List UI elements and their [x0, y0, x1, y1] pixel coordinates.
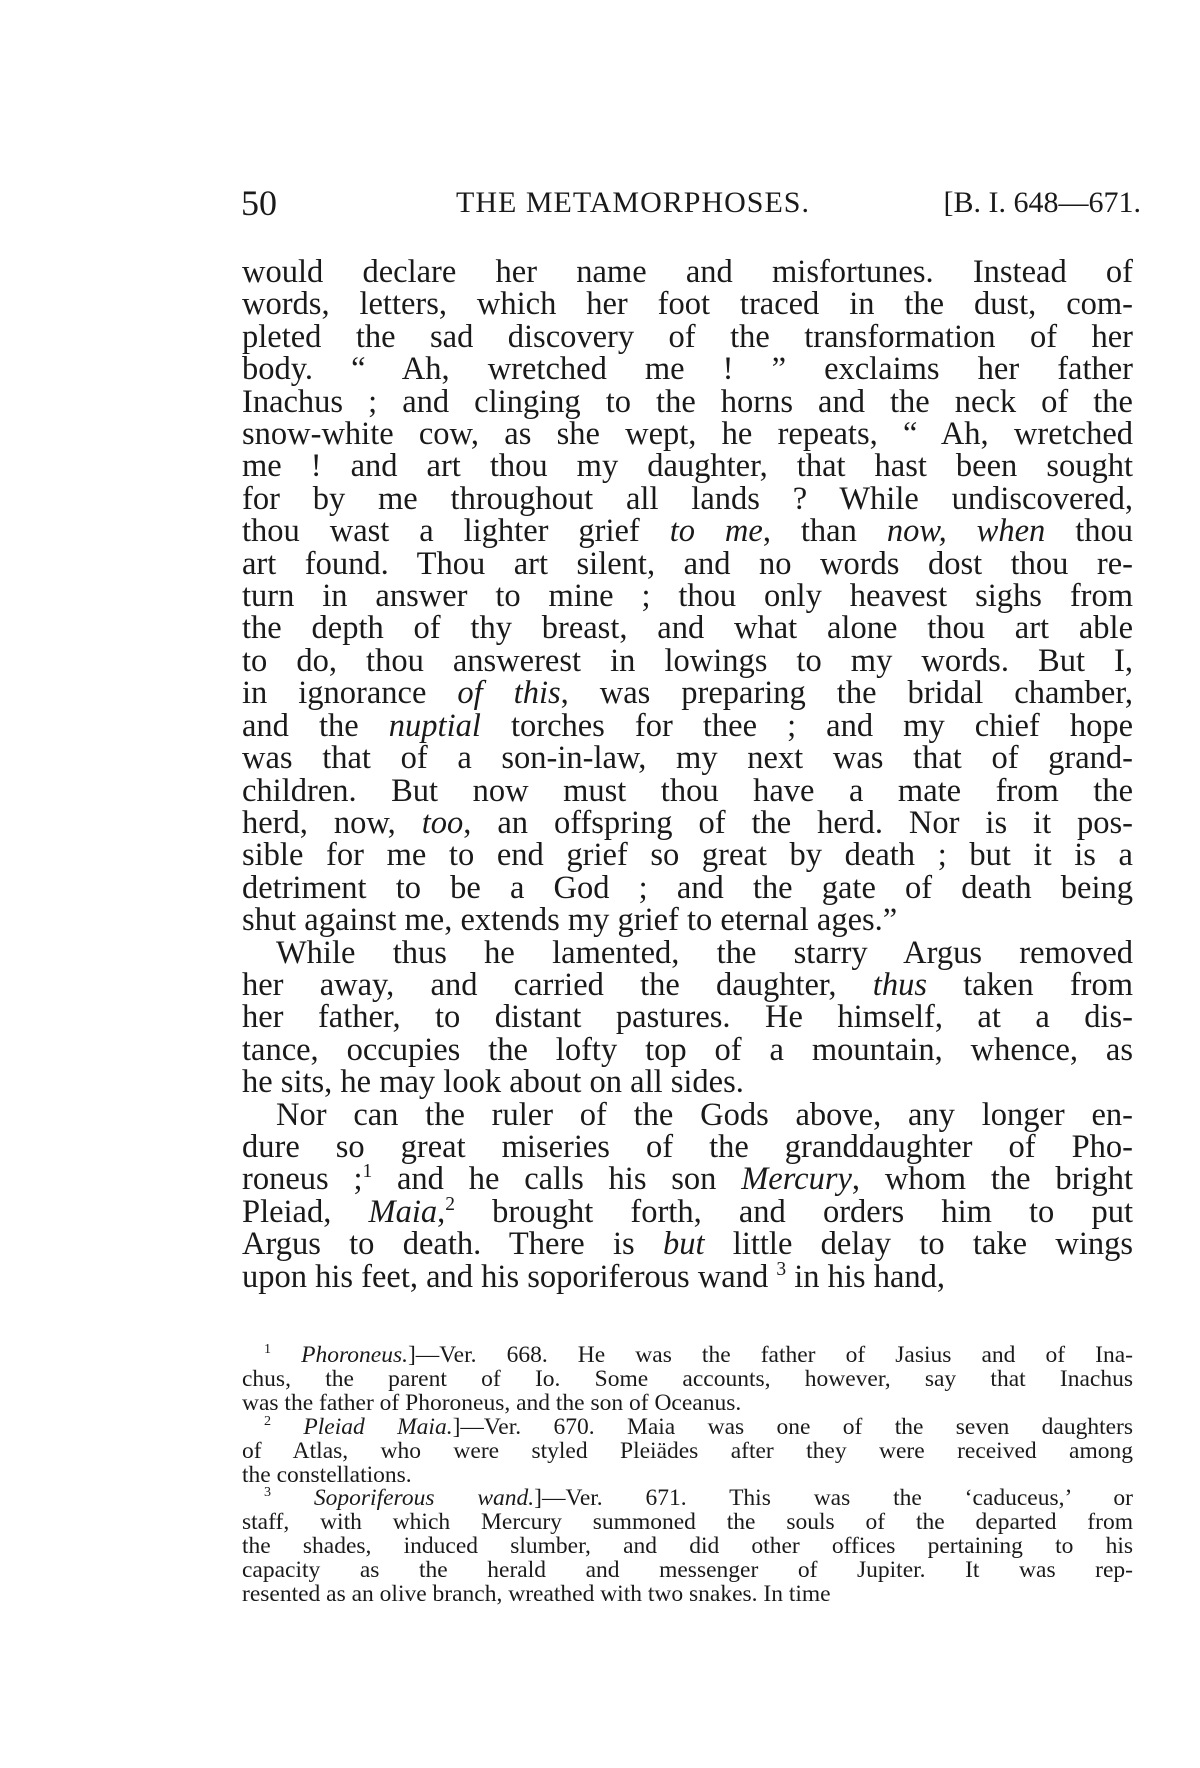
text-run: in ignorance [242, 675, 458, 712]
footnote-marker: 2 [445, 1193, 455, 1215]
text-run [271, 1414, 303, 1440]
footnote-line [242, 1341, 1133, 1368]
italic-text: thus [872, 966, 927, 1003]
body-line [242, 675, 1133, 712]
italic-text: Maia [368, 1193, 438, 1230]
footnote-marker: 1 [264, 1341, 272, 1358]
body-line [242, 934, 1133, 971]
body-line [242, 707, 1133, 744]
footnote-line [242, 1437, 1133, 1464]
body-line [242, 256, 1133, 288]
text-run: capacity as the herald and messenger of Jupiter. It was rep- [242, 1557, 1133, 1584]
body-line [242, 351, 1133, 388]
footnote-marker: 1 [362, 1161, 373, 1183]
body-line [242, 318, 1133, 355]
text-run: the depth of thy breast, and what alone thou art able [242, 610, 1133, 647]
body-line [242, 1128, 1133, 1165]
text-run: turn in answer to mine ; thou only heavest sighs from [242, 578, 1133, 615]
text-run: words, letters, which her foot traced in the dust, com- [242, 286, 1133, 323]
text-run: children. But now must thou have a mate from the [242, 772, 1133, 809]
body-line [242, 966, 1133, 1003]
italic-text: to me [669, 513, 763, 550]
text-run: of Atlas, who were styled Pleiädes after they were received among [242, 1437, 1133, 1464]
text-run: Nor can the ruler of the Gods above, any longer en- [276, 1096, 1133, 1133]
text-run: the shades, induced slumber, and did other offices pertaining to his [242, 1533, 1133, 1560]
body-line [242, 1096, 1133, 1133]
footnote-line [242, 1484, 1133, 1512]
text-run: her father, to distant pastures. He himself, at a dis- [242, 999, 1133, 1036]
text-run: dure so great miseries of the granddaughter of Pho- [242, 1128, 1133, 1165]
body-line [242, 610, 1133, 647]
text-run: resented as an olive branch, wreathed with two snakes. In time [242, 1581, 831, 1608]
italic-text: Pleiad Maia. [303, 1413, 453, 1440]
body-line [242, 513, 1133, 550]
running-header [241, 180, 1141, 226]
text-run: me ! and art thou my daughter, that hast been sought [242, 448, 1133, 485]
text-run: chus, the parent of Io. Some accounts, however, say that Inachus [242, 1365, 1133, 1392]
text-run: art found. Thou art silent, and no words dost thou re- [242, 545, 1133, 582]
text-run: snow-white cow, as she wept, he repeats, “ Ah, wretched [242, 416, 1133, 453]
text-run: and he calls his son [372, 1161, 742, 1198]
footnote-line [242, 1511, 1133, 1535]
text-run: herd, now, [242, 804, 422, 841]
text-run: , [437, 1193, 446, 1230]
body-line [242, 999, 1133, 1036]
text-run: Inachus ; and clinging to the horns and the neck of the [242, 383, 1133, 420]
text-run: brought forth, and orders him to put [455, 1193, 1133, 1230]
body-line [242, 869, 1133, 906]
text-run: shut against me, extends my grief to eternal ages.” [242, 902, 898, 939]
text-run: her away, and carried the daughter, [242, 966, 873, 1003]
section-reference: [B. I. 648—671. [943, 186, 1141, 219]
body-line [242, 1064, 1133, 1101]
footnote-marker: 3 [776, 1258, 787, 1280]
text-run: was that of a son-in-law, my next was that of grand- [242, 740, 1133, 777]
text-run: would declare her name and misfortunes. Instead of [242, 254, 1133, 290]
text-run: roneus ; [242, 1161, 363, 1198]
italic-text: Mercury [741, 1161, 852, 1198]
body-line [242, 902, 1133, 939]
running-title: THE METAMORPHOSES. [456, 186, 810, 219]
italic-text: too [421, 804, 464, 841]
text-run: thou [1045, 513, 1133, 550]
body-line [242, 1193, 1133, 1230]
text-run: ]—Ver. 668. He was the father of Jasius and of Ina- [407, 1342, 1133, 1368]
body-text [242, 256, 1133, 1293]
text-run: thou wast a lighter grief [242, 513, 670, 550]
text-run: Argus to death. There is [242, 1226, 663, 1263]
body-line [242, 448, 1133, 485]
text-run: to do, thou answerest in lowings to my words. But I, [242, 642, 1133, 679]
body-line [242, 642, 1133, 679]
footnote-line [242, 1583, 1133, 1607]
body-line [242, 1258, 1133, 1295]
body-line [242, 1226, 1133, 1263]
text-run: tance, occupies the lofty top of a mountain, whence, as [242, 1031, 1133, 1068]
text-run [271, 1342, 301, 1368]
body-line [242, 837, 1133, 874]
footnote-line [242, 1559, 1133, 1583]
text-run: sible for me to end grief so great by death ; but it is a [242, 837, 1133, 874]
footnote-line [242, 1535, 1133, 1559]
italic-text: Phoroneus. [301, 1342, 408, 1368]
text-run: for by me throughout all lands ? While undiscovered, [242, 480, 1133, 517]
text-run: body. “ Ah, wretched me ! ” exclaims her father [242, 351, 1133, 388]
text-run: ]—Ver. 671. This was the ‘caduceus,’ or [534, 1485, 1133, 1512]
body-line [242, 804, 1134, 841]
text-run: While thus he lamented, the starry Argus removed [276, 934, 1133, 971]
body-line [242, 578, 1133, 615]
body-line [242, 286, 1133, 323]
body-line [242, 1161, 1133, 1198]
text-run: he sits, he may look about on all sides. [242, 1064, 744, 1101]
body-line [242, 1031, 1133, 1068]
text-run: , than [762, 513, 887, 550]
footnote-marker: 2 [264, 1412, 272, 1429]
text-run: and the [242, 707, 389, 744]
text-run: detriment to be a God ; and the gate of death being [242, 869, 1133, 906]
text-run: , an offspring of the herd. Nor is it pos- [463, 804, 1134, 841]
text-run: taken from [926, 966, 1133, 1003]
body-line [242, 740, 1133, 777]
body-line [242, 772, 1133, 809]
italic-text: nuptial [388, 707, 481, 744]
text-run: , whom the bright [851, 1161, 1133, 1198]
body-line [242, 383, 1133, 420]
text-run: was the father of Phoroneus, and the son of Oceanus. [242, 1389, 742, 1416]
text-run: staff, with which Mercury summoned the souls of the departed from [242, 1509, 1133, 1536]
text-run: in his hand, [786, 1258, 945, 1295]
footnote-marker: 3 [264, 1484, 272, 1501]
text-run: torches for thee ; and my chief hope [480, 707, 1133, 744]
italic-text: but [662, 1226, 705, 1263]
page-number: 50 [241, 183, 277, 223]
footnotes [242, 1341, 1133, 1608]
text-run: , was preparing the bridal chamber, [560, 675, 1133, 712]
footnote-line [242, 1461, 1133, 1488]
text-run: pleted the sad discovery of the transformation of her [242, 318, 1133, 355]
italic-text: Soporiferous wand. [313, 1485, 535, 1512]
text-run: little delay to take wings [704, 1226, 1133, 1263]
body-line [242, 416, 1133, 453]
footnote-line [242, 1412, 1133, 1440]
body-line [242, 545, 1133, 582]
italic-text: of this [457, 675, 561, 712]
footnote-line [242, 1365, 1133, 1392]
text-run: ]—Ver. 670. Maia was one of the seven daughters [452, 1413, 1133, 1440]
footnote-line [242, 1389, 1133, 1416]
text-run: upon his feet, and his soporiferous wand [242, 1258, 777, 1295]
text-run: the constellations. [242, 1461, 412, 1488]
body-line [242, 480, 1133, 517]
text-run: Pleiad, [242, 1193, 369, 1230]
italic-text: now, when [886, 513, 1046, 550]
text-run [271, 1485, 314, 1511]
